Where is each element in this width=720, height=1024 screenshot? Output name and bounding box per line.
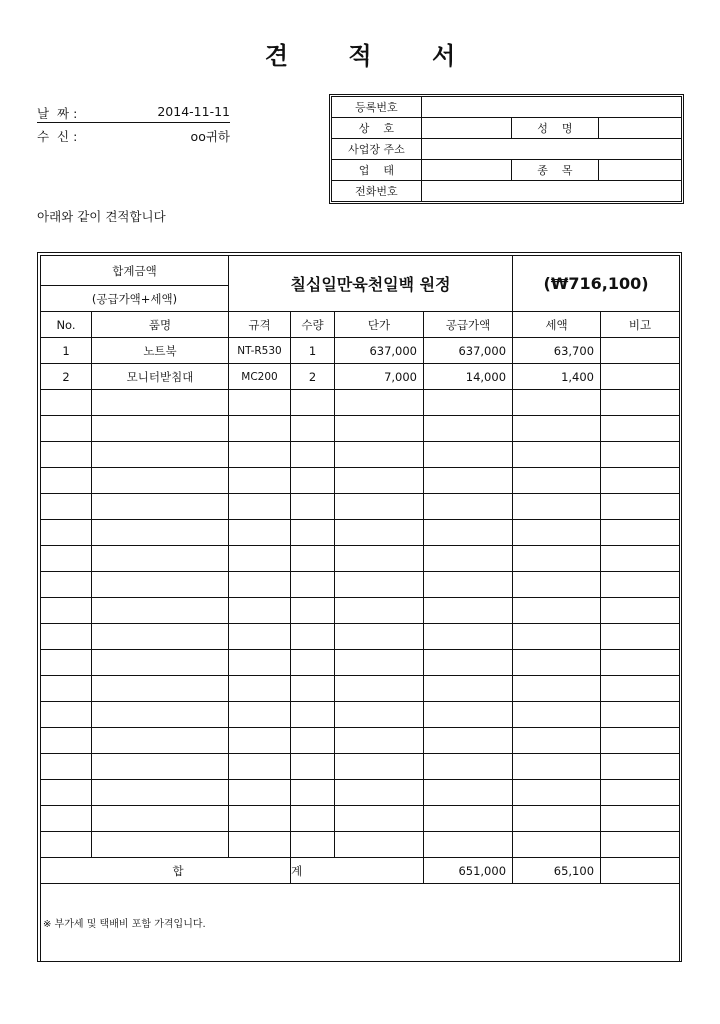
empty-cell: [41, 598, 92, 624]
reg-no-value: [421, 97, 681, 118]
empty-cell: [229, 780, 291, 806]
col-header-supply: 공급가액: [424, 312, 513, 338]
quote-table-frame: [37, 252, 682, 962]
empty-cell: [41, 624, 92, 650]
amount-korean: 칠십일만육천일백 원정: [229, 256, 513, 312]
item-name: 모니터받침대: [92, 364, 229, 390]
empty-cell: [424, 442, 513, 468]
empty-cell: [335, 468, 424, 494]
empty-cell: [424, 832, 513, 858]
column-header-row: [41, 312, 680, 338]
empty-cell: [92, 390, 229, 416]
empty-cell: [41, 520, 92, 546]
empty-cell: [424, 520, 513, 546]
footnote: ※ 부가세 및 택배비 포함 가격입니다.: [41, 884, 680, 962]
table-row: [41, 338, 680, 364]
empty-cell: [601, 780, 680, 806]
empty-cell: [513, 650, 601, 676]
table-row-empty: [41, 650, 680, 676]
footnote-row: [41, 884, 680, 962]
empty-cell: [41, 728, 92, 754]
empty-cell: [601, 728, 680, 754]
empty-cell: [601, 494, 680, 520]
empty-cell: [291, 442, 335, 468]
empty-cell: [229, 754, 291, 780]
document-title: 견 적 서: [264, 42, 482, 70]
empty-cell: [41, 416, 92, 442]
empty-cell: [291, 390, 335, 416]
table-row-empty: [41, 520, 680, 546]
item-unit-price: 637,000: [335, 338, 424, 364]
item-note: [601, 364, 680, 390]
empty-cell: [229, 494, 291, 520]
item-no: 2: [41, 364, 92, 390]
empty-cell: [335, 390, 424, 416]
item-tax: 1,400: [513, 364, 601, 390]
empty-cell: [291, 520, 335, 546]
item-tax: 63,700: [513, 338, 601, 364]
empty-cell: [92, 546, 229, 572]
address-label: 사업장 주소: [332, 139, 422, 160]
empty-cell: [601, 520, 680, 546]
col-header-qty: 수량: [291, 312, 335, 338]
empty-cell: [513, 390, 601, 416]
empty-cell: [424, 754, 513, 780]
name-label: 성 명: [511, 118, 599, 139]
empty-cell: [291, 572, 335, 598]
empty-cell: [41, 806, 92, 832]
table-row-empty: [41, 442, 680, 468]
empty-cell: [291, 650, 335, 676]
empty-cell: [424, 676, 513, 702]
empty-cell: [92, 598, 229, 624]
table-row-empty: [41, 780, 680, 806]
date-row: [37, 104, 230, 124]
empty-cell: [41, 702, 92, 728]
date-label: 날 짜 :: [37, 106, 78, 121]
empty-cell: [92, 494, 229, 520]
empty-cell: [335, 572, 424, 598]
empty-cell: [229, 702, 291, 728]
empty-cell: [513, 442, 601, 468]
recipient-row: [37, 127, 230, 147]
table-row-empty: [41, 494, 680, 520]
empty-cell: [229, 572, 291, 598]
table-row-empty: [41, 572, 680, 598]
empty-cell: [424, 702, 513, 728]
empty-cell: [601, 390, 680, 416]
empty-cell: [229, 598, 291, 624]
empty-cell: [601, 806, 680, 832]
quote-table: [40, 255, 680, 962]
empty-cell: [601, 624, 680, 650]
summary-label-top: 합계금액: [41, 256, 229, 286]
col-header-name: 품명: [92, 312, 229, 338]
item-spec: NT-R530: [229, 338, 291, 364]
date-underline: [37, 122, 230, 123]
empty-cell: [424, 728, 513, 754]
totals-label-right: 계: [291, 858, 424, 884]
empty-cell: [41, 832, 92, 858]
empty-cell: [229, 468, 291, 494]
empty-cell: [601, 416, 680, 442]
table-row-empty: [41, 598, 680, 624]
business-value: [421, 160, 511, 181]
empty-cell: [291, 676, 335, 702]
empty-cell: [92, 676, 229, 702]
empty-cell: [513, 494, 601, 520]
empty-cell: [424, 624, 513, 650]
item-unit-price: 7,000: [335, 364, 424, 390]
empty-cell: [291, 624, 335, 650]
table-row: [41, 364, 680, 390]
empty-cell: [92, 572, 229, 598]
empty-cell: [92, 806, 229, 832]
col-header-tax: 세액: [513, 312, 601, 338]
empty-cell: [601, 572, 680, 598]
totals-row: [41, 858, 680, 884]
empty-cell: [335, 754, 424, 780]
empty-cell: [92, 754, 229, 780]
col-header-unit-price: 단가: [335, 312, 424, 338]
recipient-label: 수 신 :: [37, 129, 78, 144]
empty-cell: [229, 806, 291, 832]
empty-cell: [92, 702, 229, 728]
empty-cell: [513, 624, 601, 650]
empty-cell: [335, 416, 424, 442]
empty-cell: [601, 676, 680, 702]
phone-value: [421, 181, 681, 202]
empty-cell: [513, 832, 601, 858]
table-row-empty: [41, 754, 680, 780]
empty-cell: [601, 754, 680, 780]
summary-label-bottom: (공급가액+세액): [41, 286, 229, 312]
company-value: [421, 118, 511, 139]
empty-cell: [335, 546, 424, 572]
empty-cell: [92, 520, 229, 546]
supplier-row-reg: [332, 97, 682, 118]
empty-cell: [291, 754, 335, 780]
supplier-row-phone: [332, 181, 682, 202]
empty-cell: [335, 624, 424, 650]
empty-cell: [41, 780, 92, 806]
empty-cell: [513, 728, 601, 754]
phone-label: 전화번호: [332, 181, 422, 202]
empty-cell: [229, 546, 291, 572]
empty-cell: [424, 416, 513, 442]
item-supply: 14,000: [424, 364, 513, 390]
empty-cell: [513, 676, 601, 702]
empty-cell: [291, 468, 335, 494]
supplier-row-address: [332, 139, 682, 160]
empty-cell: [229, 832, 291, 858]
empty-cell: [291, 806, 335, 832]
empty-cell: [41, 650, 92, 676]
empty-cell: [92, 468, 229, 494]
amount-number: (₩716,100): [513, 256, 680, 312]
empty-cell: [229, 416, 291, 442]
empty-cell: [41, 546, 92, 572]
totals-supply: 651,000: [424, 858, 513, 884]
empty-cell: [92, 442, 229, 468]
empty-cell: [335, 598, 424, 624]
empty-cell: [229, 624, 291, 650]
table-row-empty: [41, 624, 680, 650]
empty-cell: [92, 624, 229, 650]
empty-cell: [229, 442, 291, 468]
item-spec: MC200: [229, 364, 291, 390]
item-name: 노트북: [92, 338, 229, 364]
empty-cell: [229, 390, 291, 416]
empty-cell: [335, 650, 424, 676]
empty-cell: [601, 442, 680, 468]
address-value: [421, 139, 681, 160]
totals-note: [601, 858, 680, 884]
empty-cell: [424, 806, 513, 832]
empty-cell: [601, 468, 680, 494]
reg-no-label: 등록번호: [332, 97, 422, 118]
empty-cell: [513, 702, 601, 728]
empty-cell: [424, 780, 513, 806]
intro-text: 아래와 같이 견적합니다: [37, 209, 166, 224]
empty-cell: [513, 806, 601, 832]
empty-cell: [291, 546, 335, 572]
col-header-note: 비고: [601, 312, 680, 338]
empty-cell: [335, 806, 424, 832]
empty-cell: [513, 546, 601, 572]
empty-cell: [335, 780, 424, 806]
empty-cell: [601, 832, 680, 858]
empty-cell: [291, 494, 335, 520]
empty-cell: [291, 702, 335, 728]
empty-cell: [229, 520, 291, 546]
table-row-empty: [41, 806, 680, 832]
supplier-row-business: [332, 160, 682, 181]
item-qty: 1: [291, 338, 335, 364]
col-header-no: No.: [41, 312, 92, 338]
company-label: 상 호: [332, 118, 422, 139]
empty-cell: [291, 728, 335, 754]
table-row-empty: [41, 468, 680, 494]
item-supply: 637,000: [424, 338, 513, 364]
empty-cell: [601, 650, 680, 676]
table-row-empty: [41, 416, 680, 442]
empty-cell: [92, 780, 229, 806]
table-row-empty: [41, 832, 680, 858]
business-label: 업 태: [332, 160, 422, 181]
empty-cell: [229, 728, 291, 754]
col-header-spec: 규격: [229, 312, 291, 338]
empty-cell: [335, 702, 424, 728]
empty-cell: [424, 572, 513, 598]
table-row-empty: [41, 676, 680, 702]
empty-cell: [229, 676, 291, 702]
empty-cell: [424, 546, 513, 572]
empty-cell: [92, 416, 229, 442]
empty-cell: [601, 598, 680, 624]
empty-cell: [41, 572, 92, 598]
empty-cell: [424, 650, 513, 676]
empty-cell: [291, 780, 335, 806]
empty-cell: [92, 728, 229, 754]
item-note: [601, 338, 680, 364]
empty-cell: [41, 494, 92, 520]
empty-cell: [424, 390, 513, 416]
empty-cell: [513, 754, 601, 780]
empty-cell: [335, 676, 424, 702]
empty-cell: [513, 468, 601, 494]
empty-cell: [335, 494, 424, 520]
empty-cell: [513, 520, 601, 546]
totals-label-left: 합: [41, 858, 291, 884]
empty-cell: [335, 520, 424, 546]
empty-cell: [513, 572, 601, 598]
empty-cell: [335, 442, 424, 468]
empty-cell: [92, 650, 229, 676]
empty-cell: [41, 754, 92, 780]
empty-cell: [41, 468, 92, 494]
name-value: [599, 118, 682, 139]
empty-cell: [424, 494, 513, 520]
empty-cell: [424, 598, 513, 624]
item-value: [599, 160, 682, 181]
empty-cell: [601, 702, 680, 728]
totals-tax: 65,100: [513, 858, 601, 884]
empty-cell: [424, 468, 513, 494]
empty-cell: [513, 780, 601, 806]
empty-cell: [41, 676, 92, 702]
summary-row-top: [41, 256, 680, 286]
item-no: 1: [41, 338, 92, 364]
empty-cell: [513, 416, 601, 442]
item-label: 종 목: [511, 160, 599, 181]
recipient-value: oo귀하: [190, 129, 230, 144]
supplier-table: [331, 96, 682, 202]
table-row-empty: [41, 728, 680, 754]
empty-cell: [92, 832, 229, 858]
date-value: 2014-11-11: [157, 104, 230, 119]
empty-cell: [335, 728, 424, 754]
empty-cell: [513, 598, 601, 624]
item-qty: 2: [291, 364, 335, 390]
empty-cell: [41, 390, 92, 416]
empty-cell: [601, 546, 680, 572]
table-row-empty: [41, 390, 680, 416]
empty-cell: [229, 650, 291, 676]
table-row-empty: [41, 702, 680, 728]
empty-cell: [335, 832, 424, 858]
supplier-row-company: [332, 118, 682, 139]
empty-cell: [291, 598, 335, 624]
empty-cell: [291, 832, 335, 858]
empty-cell: [291, 416, 335, 442]
empty-cell: [41, 442, 92, 468]
table-row-empty: [41, 546, 680, 572]
